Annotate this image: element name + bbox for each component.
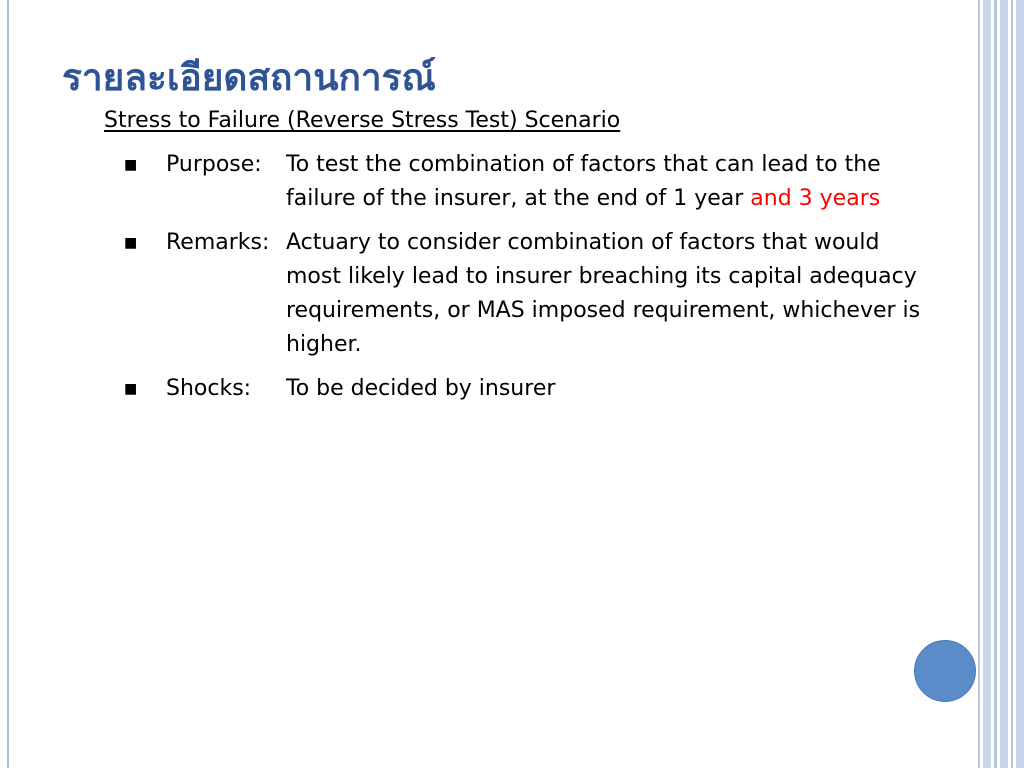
bullet-item-purpose bbox=[124, 148, 924, 216]
bullet-text bbox=[286, 148, 924, 216]
stripe bbox=[978, 0, 980, 768]
bullet-item-shocks bbox=[124, 372, 924, 406]
bullet-text: Actuary to consider combination of factors that would most likely lead to insurer breaching its capital adequacy requirements, or MAS imposed requirement, whichever is higher. bbox=[286, 230, 921, 357]
bullet-label: Remarks: bbox=[166, 230, 270, 255]
bullet-item-remarks bbox=[124, 226, 924, 362]
stripe bbox=[994, 0, 997, 768]
square-bullet-icon: ■ bbox=[124, 381, 138, 397]
bullet-highlight: and 3 years bbox=[750, 186, 881, 211]
right-decorative-stripes bbox=[978, 0, 1024, 768]
bullet-label: Purpose: bbox=[166, 152, 262, 177]
stripe bbox=[1011, 0, 1013, 768]
bullet-body: To test the combination of factors that can lead to the failure of the insurer, at the end of 1 year bbox=[286, 152, 881, 211]
left-border-line bbox=[7, 0, 9, 768]
stripe bbox=[983, 0, 991, 768]
slide-title: รายละเอียดสถานการณ์ bbox=[62, 56, 436, 99]
bullet-text: To be decided by insurer bbox=[286, 376, 556, 401]
stripe bbox=[1016, 0, 1024, 768]
square-bullet-icon: ■ bbox=[124, 235, 138, 251]
decorative-circle bbox=[914, 640, 976, 702]
bullet-label: Shocks: bbox=[166, 376, 252, 401]
square-bullet-icon: ■ bbox=[124, 157, 138, 173]
slide-subtitle: Stress to Failure (Reverse Stress Test) Scenario bbox=[104, 108, 621, 133]
stripe bbox=[1000, 0, 1008, 768]
bullet-list bbox=[124, 148, 924, 416]
